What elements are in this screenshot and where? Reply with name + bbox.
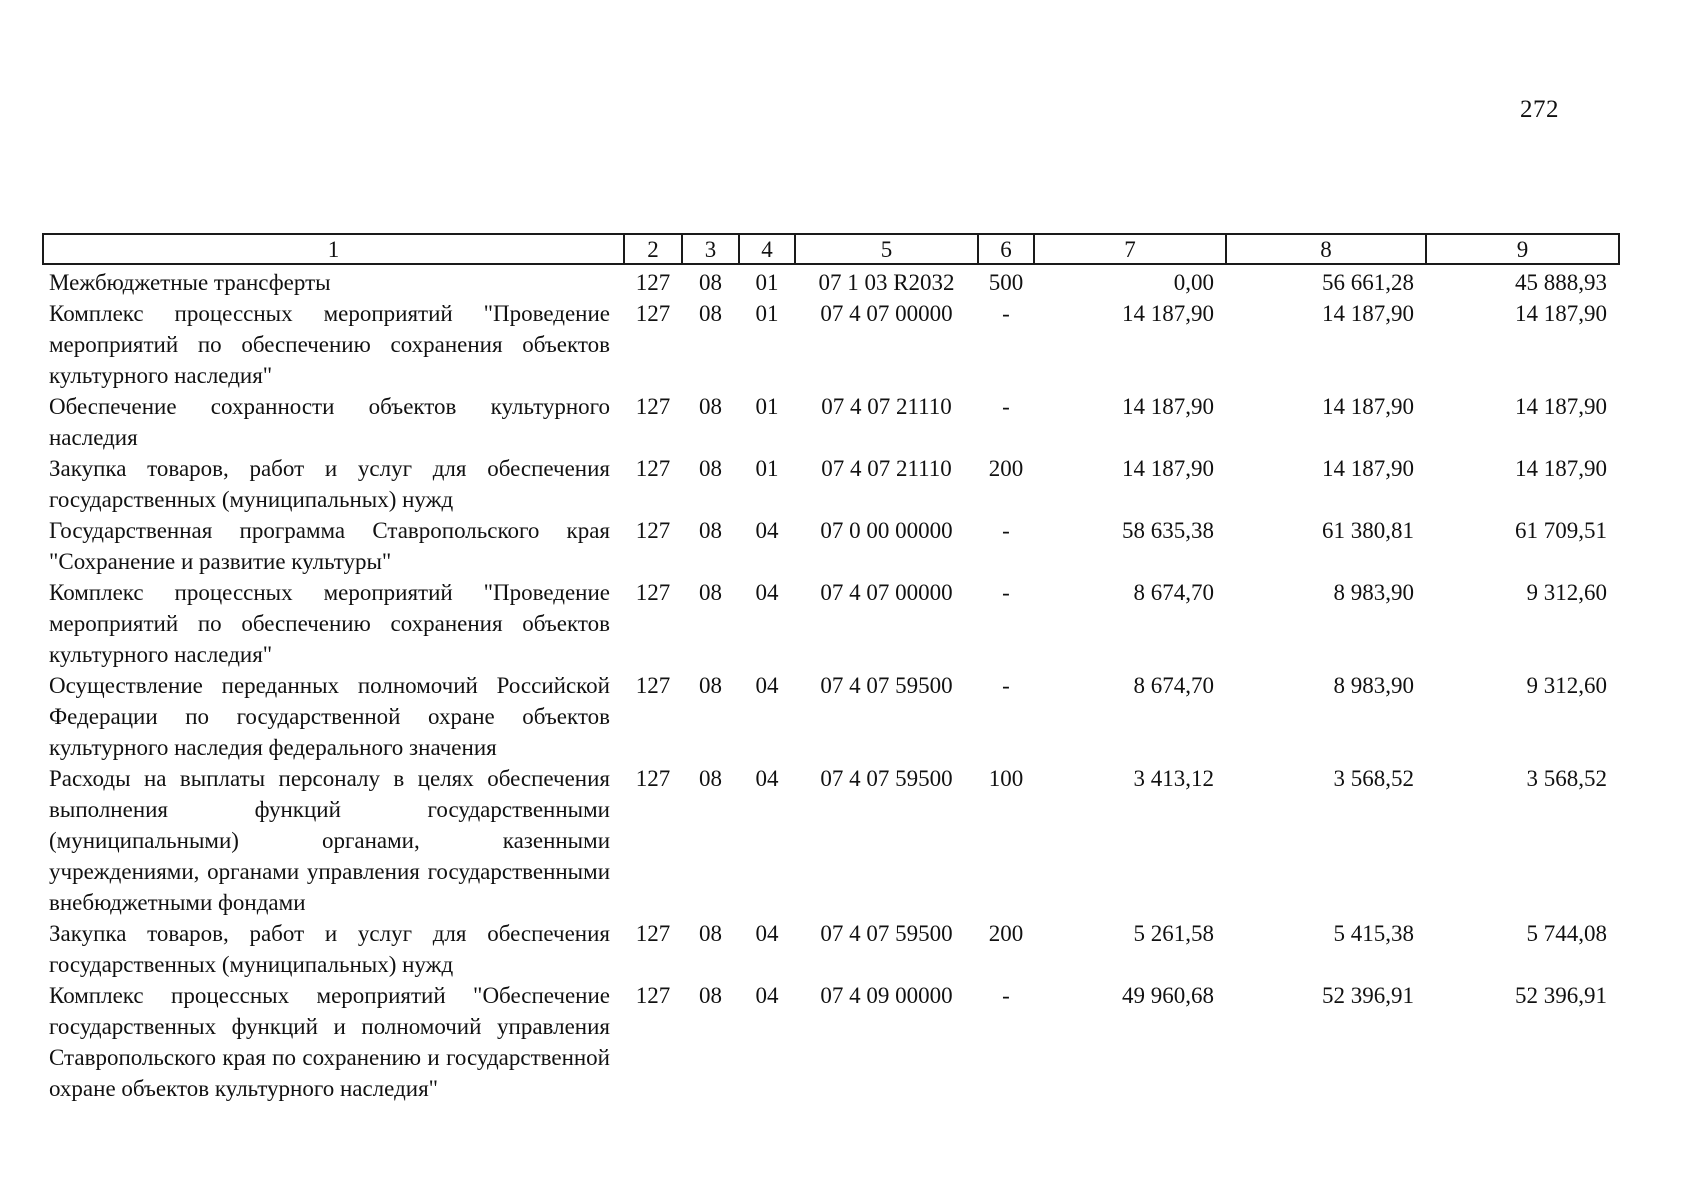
table-cell: 07 4 07 21110 (821, 456, 952, 481)
column-header: 4 (739, 234, 795, 264)
column-header: 6 (978, 234, 1034, 264)
table-cell: 9 312,60 (1526, 580, 1607, 605)
table-cell: 14 187,90 (1515, 394, 1607, 419)
table-cell: 8 983,90 (1333, 580, 1414, 605)
table-cell: - (1002, 580, 1010, 605)
table-cell: 45 888,93 (1515, 270, 1607, 295)
table-cell: 52 396,91 (1322, 983, 1414, 1008)
table-cell: 9 312,60 (1526, 673, 1607, 698)
table-cell: - (1002, 394, 1010, 419)
table-cell: 14 187,90 (1122, 456, 1214, 481)
table-row (43, 264, 1619, 298)
table-row (43, 763, 1619, 918)
table-cell: - (1002, 983, 1010, 1008)
row-name: Межбюджетные трансферты (49, 270, 331, 295)
table-cell: 200 (988, 921, 1024, 946)
table-cell: 14 187,90 (1515, 301, 1607, 326)
table-cell: 14 187,90 (1322, 394, 1414, 419)
table-cell: 08 (699, 766, 722, 791)
table-cell: 08 (699, 580, 722, 605)
table-cell: 08 (699, 673, 722, 698)
table-cell: 08 (699, 270, 722, 295)
table-cell: 01 (755, 394, 779, 419)
table-row (43, 670, 1619, 763)
table-cell: 14 187,90 (1122, 301, 1214, 326)
table-cell: 14 187,90 (1322, 456, 1414, 481)
table-cell: 127 (635, 673, 671, 698)
table-cell: 07 4 07 00000 (820, 580, 953, 605)
table-cell: 3 568,52 (1526, 766, 1607, 791)
table-cell: 8 983,90 (1333, 673, 1414, 698)
table-cell: 07 4 07 21110 (821, 394, 952, 419)
row-name: Комплекс процессных мероприятий "Проведение мероприятий по обеспечению сохранения объектов культурного наследия" (49, 301, 610, 388)
budget-table (42, 233, 1620, 1104)
table-cell: 8 674,70 (1133, 673, 1214, 698)
table-cell: 100 (988, 766, 1024, 791)
table-cell: 5 415,38 (1333, 921, 1414, 946)
column-header: 3 (682, 234, 739, 264)
table-cell: 127 (635, 921, 671, 946)
table-cell: 08 (699, 301, 722, 326)
table-row (43, 918, 1619, 980)
table-cell: 08 (699, 394, 722, 419)
table-cell: 58 635,38 (1122, 518, 1214, 543)
table-cell: 49 960,68 (1122, 983, 1214, 1008)
table-cell: 01 (755, 456, 779, 481)
table-cell: - (1002, 518, 1010, 543)
table-cell: 08 (699, 518, 722, 543)
table-row (43, 577, 1619, 670)
table-cell: 14 187,90 (1122, 394, 1214, 419)
table-cell: 08 (699, 921, 722, 946)
row-name: Комплекс процессных мероприятий "Обеспечение государственных функций и полномочий управления Ставропольского края по сохранению и государственной охране объектов культурного наследия" (49, 983, 610, 1101)
row-name: Государственная программа Ставропольского края "Сохранение и развитие культуры" (49, 518, 610, 574)
row-name: Закупка товаров, работ и услуг для обеспечения государственных (муниципальных) нужд (49, 456, 610, 512)
column-header: 5 (795, 234, 978, 264)
row-name: Комплекс процессных мероприятий "Проведение мероприятий по обеспечению сохранения объектов культурного наследия" (49, 580, 610, 667)
row-name: Закупка товаров, работ и услуг для обеспечения государственных (муниципальных) нужд (49, 921, 610, 977)
table-cell: 07 1 03 R2032 (818, 270, 955, 295)
table-cell: 61 380,81 (1322, 518, 1414, 543)
table-cell: 56 661,28 (1322, 270, 1414, 295)
table-cell: 07 4 07 59500 (820, 766, 953, 791)
table-cell: 500 (988, 270, 1024, 295)
table-cell: 5 744,08 (1526, 921, 1607, 946)
table-cell: 08 (699, 983, 722, 1008)
table-cell: 3 413,12 (1133, 766, 1214, 791)
table-cell: 04 (755, 921, 779, 946)
table-row (43, 298, 1619, 391)
table-cell: 5 261,58 (1133, 921, 1214, 946)
table-cell: 127 (635, 580, 671, 605)
table-row (43, 453, 1619, 515)
table-cell: 07 4 07 59500 (820, 921, 953, 946)
table-cell: 8 674,70 (1133, 580, 1214, 605)
table-cell: 14 187,90 (1322, 301, 1414, 326)
table-cell: 07 4 07 00000 (820, 301, 953, 326)
table-row (43, 980, 1619, 1104)
table-cell: 61 709,51 (1515, 518, 1607, 543)
table-cell: 127 (635, 456, 671, 481)
table-cell: 14 187,90 (1515, 456, 1607, 481)
row-name: Расходы на выплаты персоналу в целях обеспечения выполнения функций государственными (муниципальными) органами, казенными учреждениями, органами управления государственными внебюджетными фондами (49, 766, 610, 915)
table-row (43, 515, 1619, 577)
table-cell: 0,00 (1173, 270, 1214, 295)
column-header: 2 (624, 234, 682, 264)
table-cell: 07 4 07 59500 (820, 673, 953, 698)
table-cell: 200 (988, 456, 1024, 481)
column-header: 9 (1426, 234, 1619, 264)
table-cell: 3 568,52 (1333, 766, 1414, 791)
header-row (43, 234, 1619, 264)
table-cell: 52 396,91 (1515, 983, 1607, 1008)
table-cell: 01 (755, 301, 779, 326)
table-cell: 07 4 09 00000 (820, 983, 953, 1008)
table-cell: 04 (755, 580, 779, 605)
table-cell: 04 (755, 766, 779, 791)
row-name: Осуществление переданных полномочий Российской Федерации по государственной охране объектов культурного наследия федерального значения (49, 673, 610, 760)
table-cell: 127 (635, 518, 671, 543)
table-row (43, 391, 1619, 453)
table-cell: - (1002, 673, 1010, 698)
table-cell: 04 (755, 983, 779, 1008)
table-cell: 127 (635, 301, 671, 326)
table-cell: - (1002, 301, 1010, 326)
table-cell: 127 (635, 766, 671, 791)
table-cell: 04 (755, 518, 779, 543)
table-cell: 127 (635, 983, 671, 1008)
table-cell: 01 (755, 270, 779, 295)
table-cell: 127 (635, 394, 671, 419)
column-header: 7 (1034, 234, 1226, 264)
table-cell: 127 (635, 270, 671, 295)
table-cell: 07 0 00 00000 (820, 518, 953, 543)
column-header: 1 (43, 234, 624, 264)
table-cell: 08 (699, 456, 722, 481)
row-name: Обеспечение сохранности объектов культурного наследия (49, 394, 610, 450)
page-number: 272 (1520, 96, 1559, 123)
table-cell: 04 (755, 673, 779, 698)
column-header: 8 (1226, 234, 1426, 264)
